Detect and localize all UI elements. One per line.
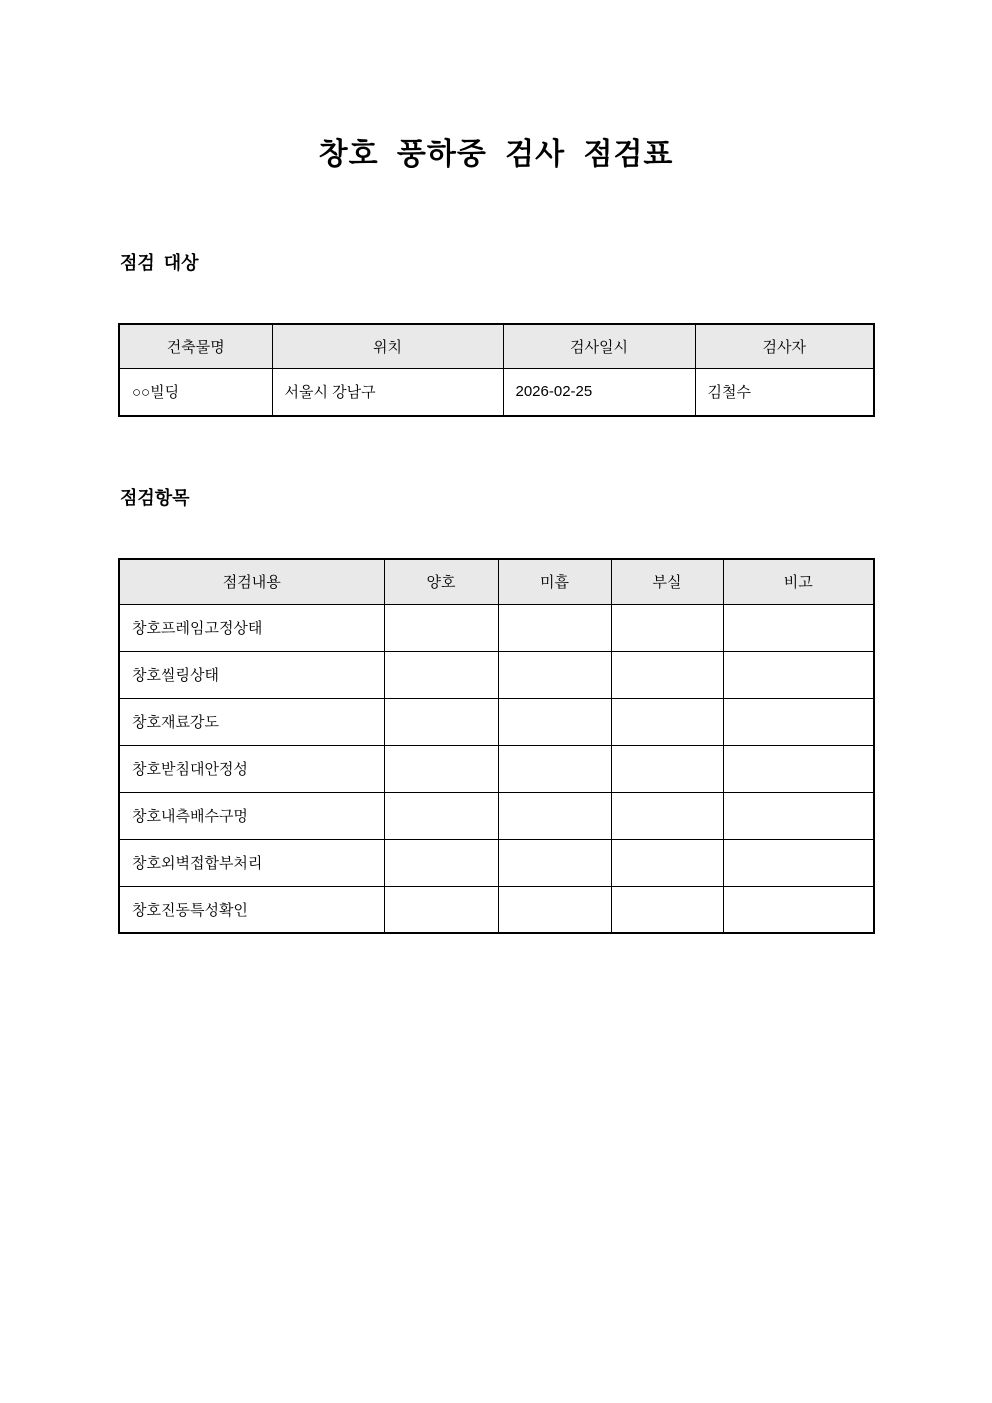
check-cell-good [384, 698, 498, 745]
check-cell-insufficient [498, 839, 611, 886]
items-header-good: 양호 [384, 559, 498, 604]
section-heading-inspection-items: 점검항목 [120, 488, 190, 508]
check-cell-good [384, 792, 498, 839]
item-label: 창호프레임고정상태 [119, 604, 384, 651]
remarks-cell [723, 839, 874, 886]
document-title: 창호 풍하중 검사 점검표 [318, 138, 674, 171]
items-table-row [119, 698, 874, 745]
check-cell-insufficient [498, 745, 611, 792]
items-table-row [119, 604, 874, 651]
items-table-row [119, 839, 874, 886]
items-header-remarks: 비고 [723, 559, 874, 604]
target-header-date: 검사일시 [503, 324, 695, 368]
item-label: 창호진동특성확인 [119, 886, 384, 933]
remarks-cell [723, 698, 874, 745]
target-date-value: 2026-02-25 [503, 368, 695, 416]
target-location-value: 서울시 강남구 [272, 368, 503, 416]
remarks-cell [723, 886, 874, 933]
check-cell-good [384, 604, 498, 651]
section-heading-inspection-target: 점검 대상 [120, 253, 199, 273]
items-header-insufficient: 미흡 [498, 559, 611, 604]
check-cell-poor [611, 604, 723, 651]
remarks-cell [723, 604, 874, 651]
target-table-data-row [119, 368, 874, 416]
check-cell-poor [611, 745, 723, 792]
item-label: 창호외벽접합부처리 [119, 839, 384, 886]
remarks-cell [723, 792, 874, 839]
target-header-location: 위치 [272, 324, 503, 368]
target-table-header-row [119, 324, 874, 368]
check-cell-poor [611, 698, 723, 745]
items-header-content: 점검내용 [119, 559, 384, 604]
check-cell-insufficient [498, 886, 611, 933]
items-header-poor: 부실 [611, 559, 723, 604]
check-cell-insufficient [498, 698, 611, 745]
items-table-row [119, 745, 874, 792]
items-table-row [119, 651, 874, 698]
item-label: 창호씰링상태 [119, 651, 384, 698]
check-cell-good [384, 839, 498, 886]
items-table-header-row [119, 559, 874, 604]
check-cell-poor [611, 886, 723, 933]
check-cell-poor [611, 839, 723, 886]
check-cell-insufficient [498, 651, 611, 698]
check-cell-insufficient [498, 604, 611, 651]
item-label: 창호내측배수구멍 [119, 792, 384, 839]
check-cell-poor [611, 792, 723, 839]
check-cell-good [384, 651, 498, 698]
item-label: 창호받침대안정성 [119, 745, 384, 792]
inspection-items-table [118, 558, 875, 934]
remarks-cell [723, 745, 874, 792]
target-building-value: ○○빌딩 [119, 368, 272, 416]
check-cell-good [384, 745, 498, 792]
check-cell-insufficient [498, 792, 611, 839]
check-cell-good [384, 886, 498, 933]
item-label: 창호재료강도 [119, 698, 384, 745]
check-cell-poor [611, 651, 723, 698]
items-table-row [119, 886, 874, 933]
target-header-building: 건축물명 [119, 324, 272, 368]
remarks-cell [723, 651, 874, 698]
target-inspector-value: 김철수 [695, 368, 874, 416]
target-header-inspector: 검사자 [695, 324, 874, 368]
items-table-row [119, 792, 874, 839]
inspection-target-table [118, 323, 875, 417]
